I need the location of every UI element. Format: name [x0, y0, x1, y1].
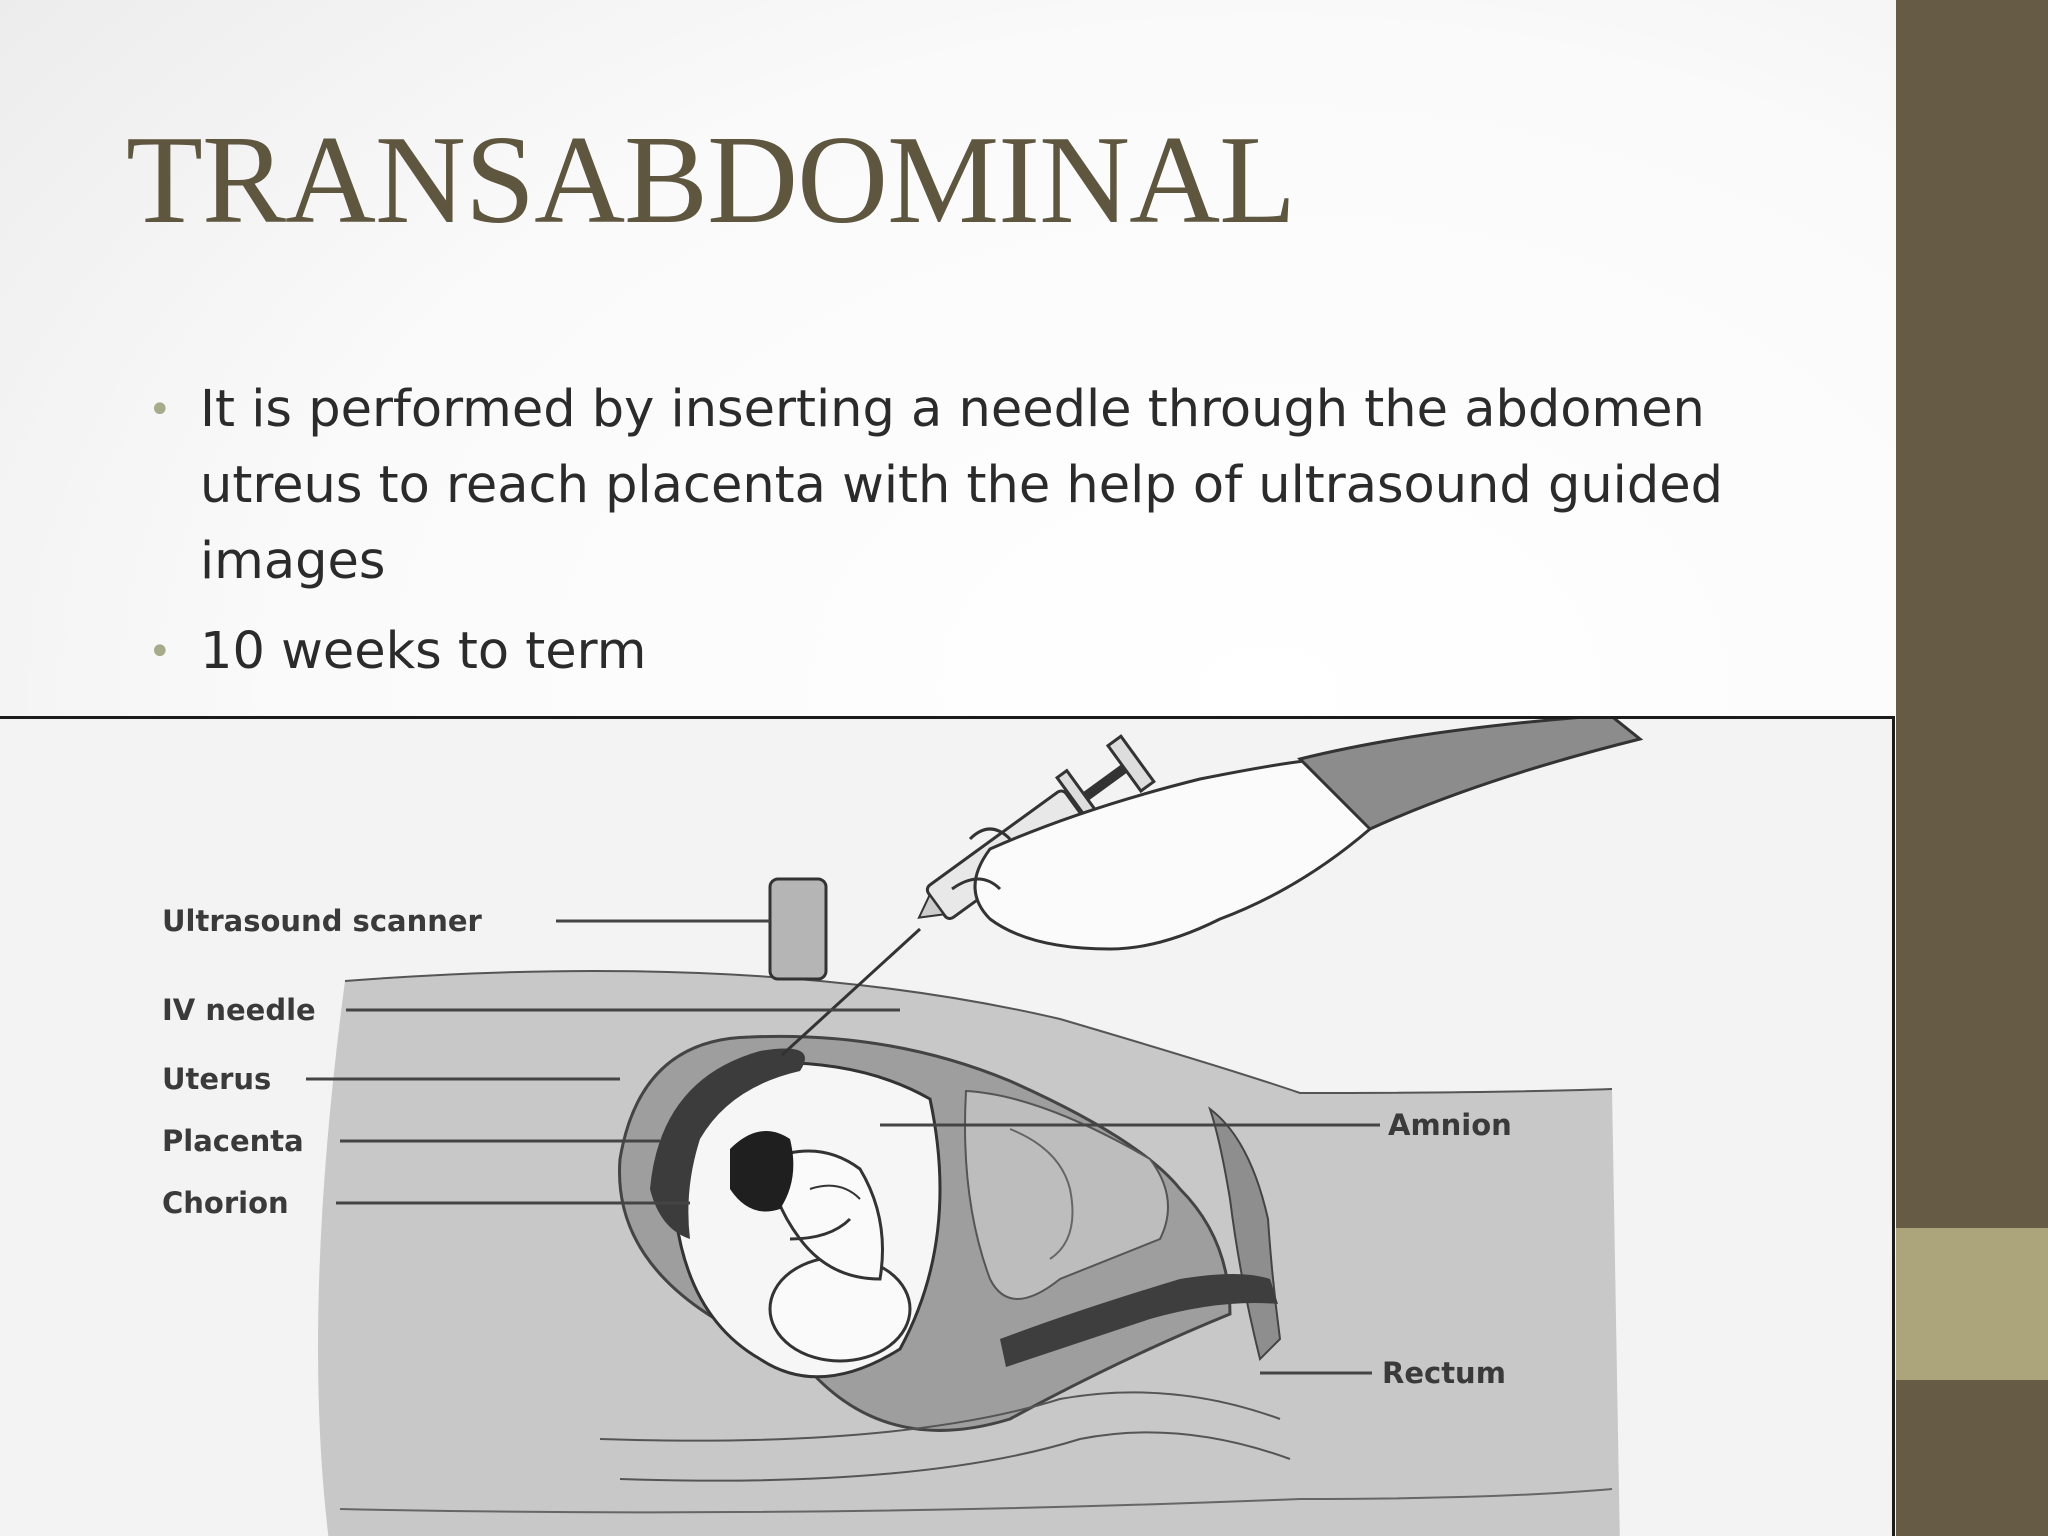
amniocentesis-diagram: [0, 719, 1892, 1536]
slide-title: TRANSABDOMINAL: [126, 111, 1296, 250]
bullet-item: [148, 372, 1768, 600]
bullet-dot-icon: •: [148, 629, 172, 675]
bullet-text: 10 weeks to term: [200, 622, 647, 681]
bullet-list: [148, 372, 1768, 704]
label-chorion: Chorion: [162, 1186, 289, 1220]
label-uterus: Uterus: [162, 1062, 272, 1096]
diagram-image: [0, 716, 1895, 1536]
bullet-dot-icon: •: [148, 387, 172, 433]
bullet-text: It is performed by inserting a needle through the abdomen utreus to reach placenta with the help of ultrasound guided images: [200, 380, 1723, 591]
label-iv-needle: IV needle: [162, 993, 316, 1027]
label-rectum: Rectum: [1382, 1356, 1506, 1390]
side-bar-accent: [1896, 1228, 2048, 1380]
bullet-item: [148, 614, 1768, 690]
ultrasound-probe: [770, 879, 826, 979]
label-placenta: Placenta: [162, 1124, 304, 1158]
label-ultrasound-scanner: Ultrasound scanner: [162, 904, 482, 938]
label-amnion: Amnion: [1388, 1108, 1512, 1142]
